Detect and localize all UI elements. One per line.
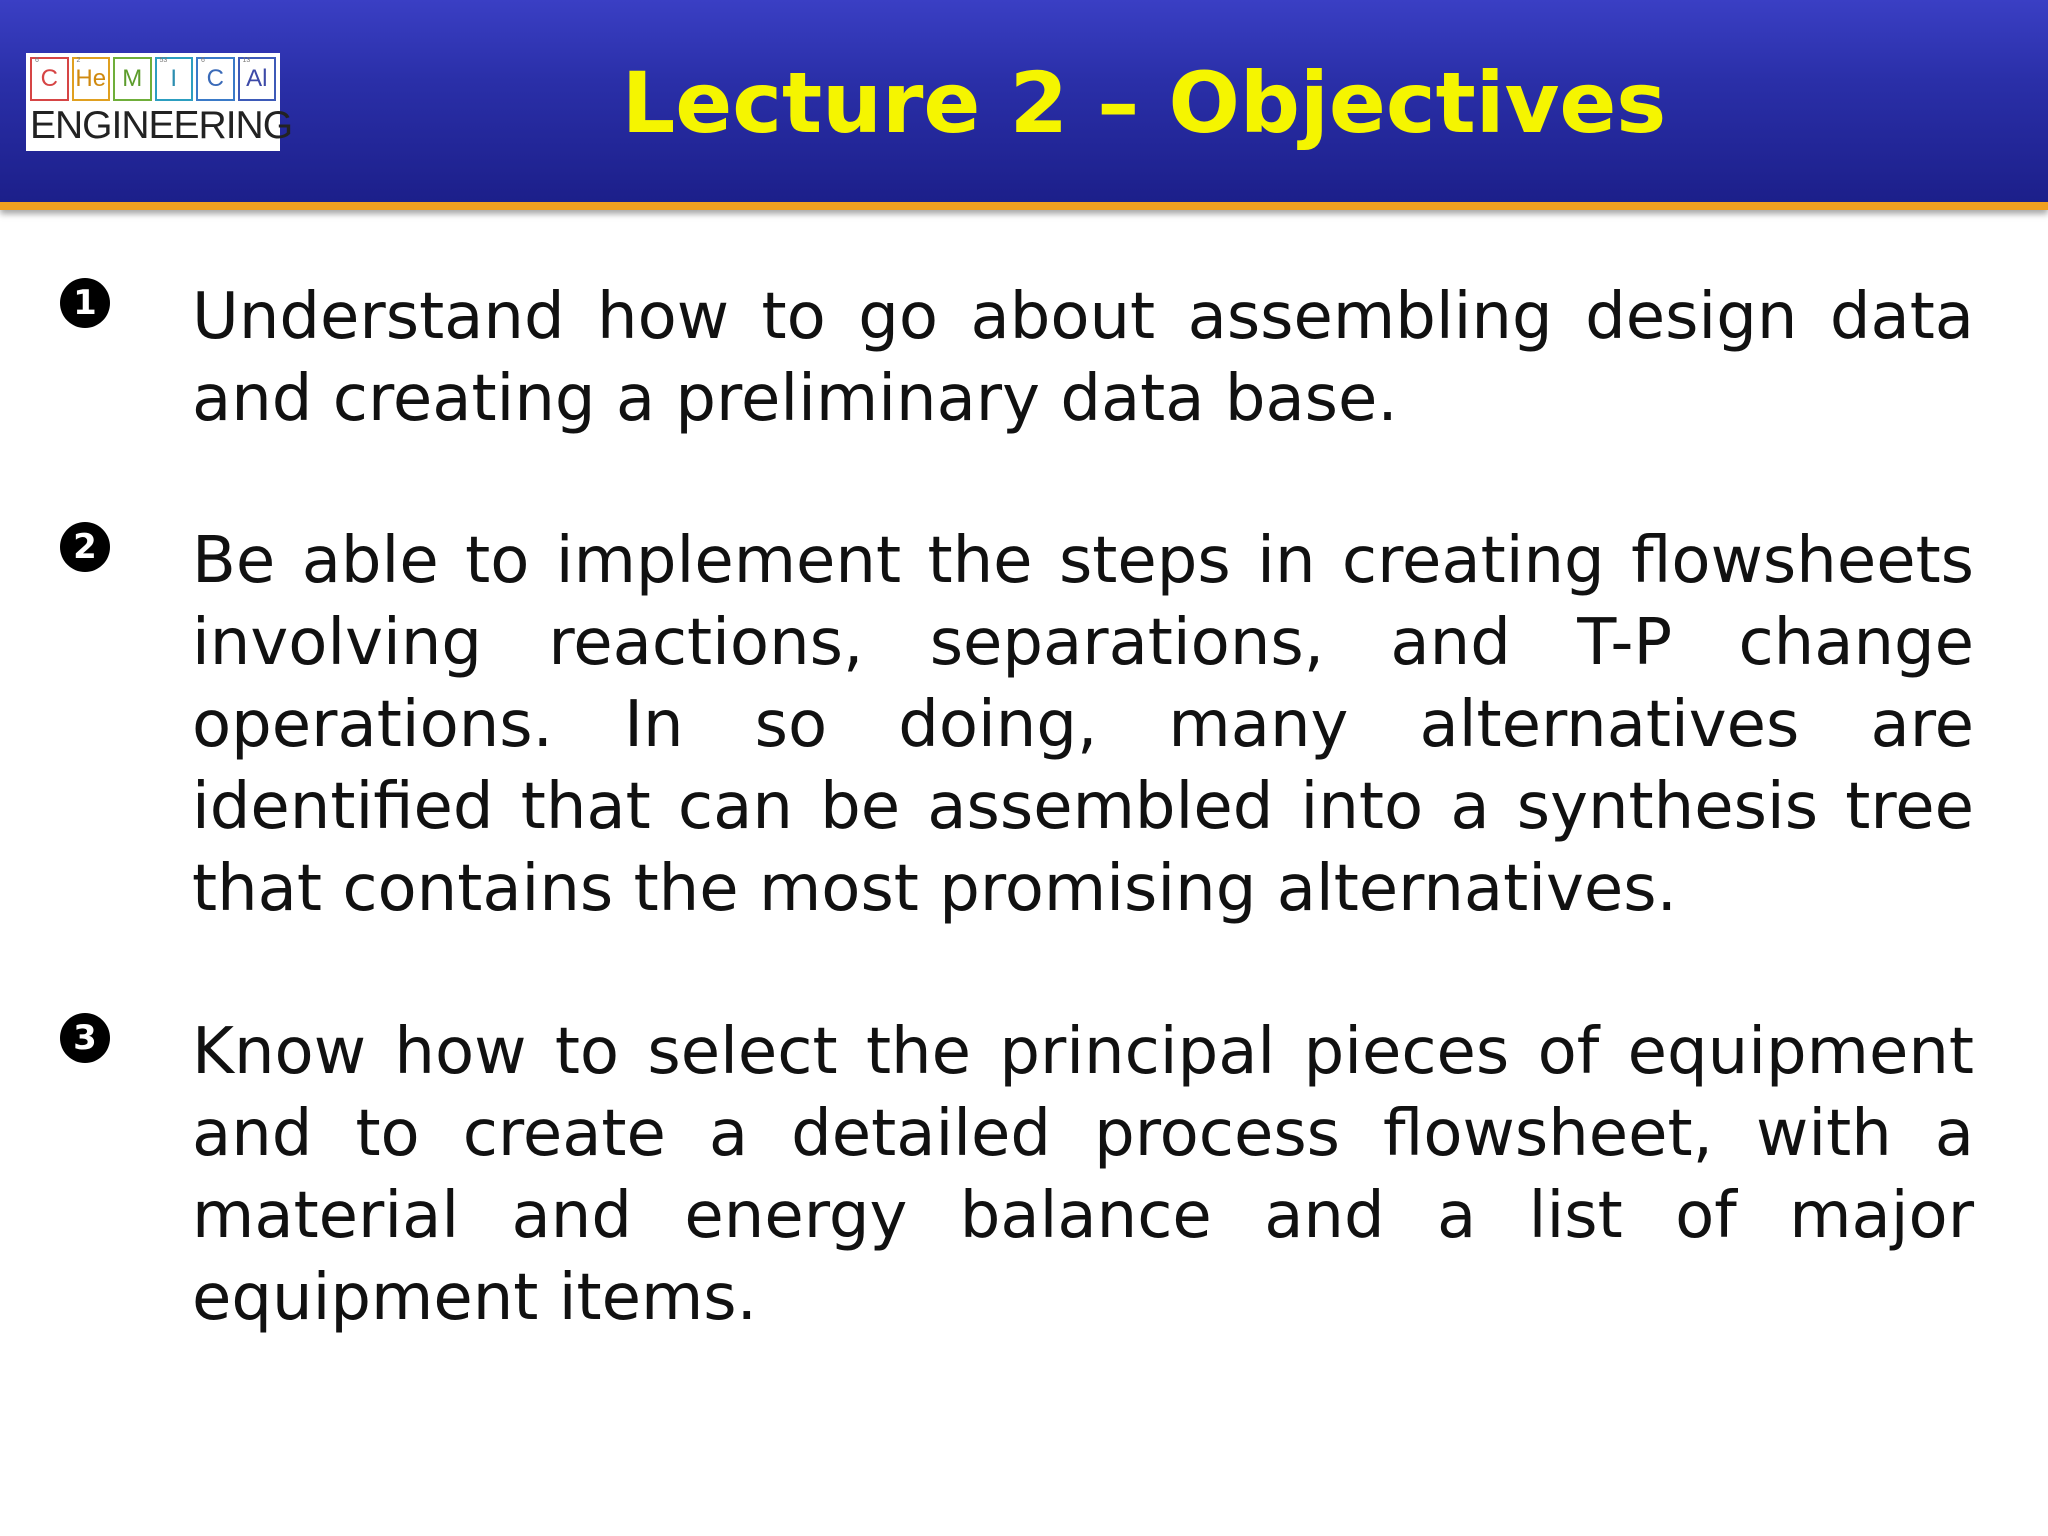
chemical-engineering-logo — [26, 53, 293, 151]
slide-title: Lecture 2 – Objectives — [621, 54, 1667, 152]
title-bar — [0, 0, 2048, 210]
element-tile: 2 He — [72, 57, 111, 101]
logo-wordmark: ENGINEERING — [30, 104, 293, 147]
objective-text: Be able to implement the steps in creating flowsheets involving reactions, separations, and T-P change operations. In so doing, many alternatives are identified that can be assembled into a synthesis tree that contains the most promising alternatives. — [192, 524, 1974, 926]
number-1-bullet-icon: 1 — [60, 278, 110, 328]
objective-text: Understand how to go about assembling design data and creating a preliminary data base. — [192, 280, 1974, 436]
element-tile: M — [113, 57, 152, 101]
number-2-bullet-icon: 2 — [60, 522, 110, 572]
element-tile: 53 I — [155, 57, 194, 101]
element-tile: 13 Al — [238, 57, 277, 101]
objective-text: Know how to select the principal pieces of equipment and to create a detailed process flowsheet, with a material and energy balance and a list of major equipment items. — [192, 1015, 1974, 1335]
element-tile: 6 C — [196, 57, 235, 101]
element-tile: 6 C — [30, 57, 69, 101]
number-3-bullet-icon: 3 — [60, 1013, 110, 1063]
element-tiles — [30, 57, 276, 101]
